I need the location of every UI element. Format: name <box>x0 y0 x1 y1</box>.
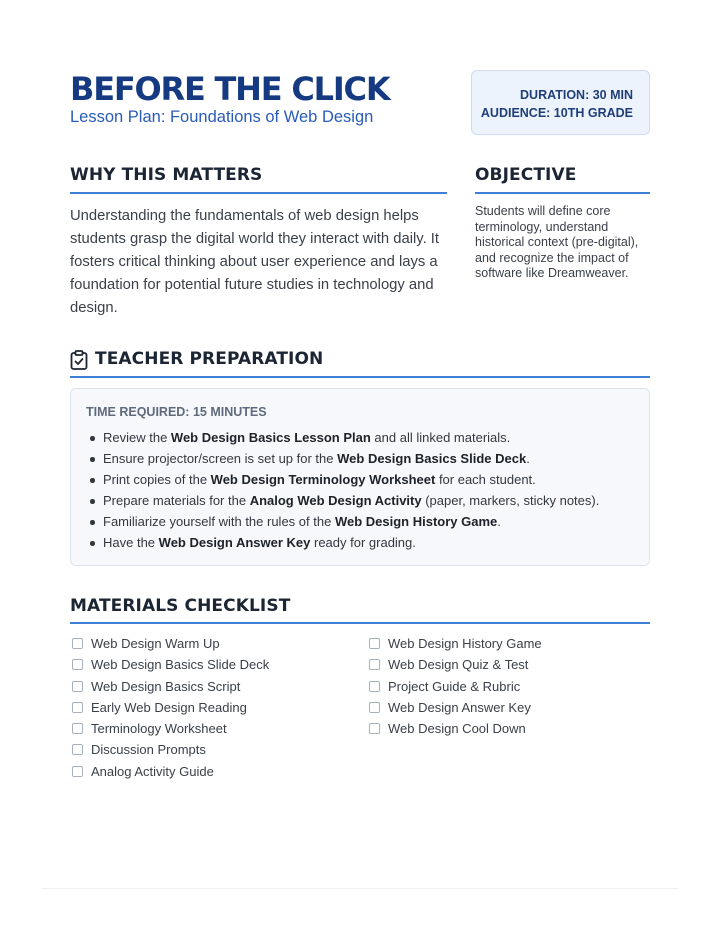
lesson-plan-page <box>70 0 650 932</box>
materials-heading: MATERIALS CHECKLIST <box>70 596 291 616</box>
prep-item-resource: Analog Web Design Activity <box>249 493 422 508</box>
clipboard-check-icon <box>70 350 88 370</box>
checkbox[interactable] <box>369 638 380 649</box>
prep-item <box>86 511 599 532</box>
why-text: Understanding the fundamentals of web design helps students grasp the digital world they interact with daily. It fosters critical thinking about user experience and lays a foundation for potential future studies in technology and design. <box>70 208 440 316</box>
materials-list-left <box>70 633 269 782</box>
header <box>70 70 650 140</box>
objective-divider <box>475 192 650 194</box>
lesson-meta-box <box>471 70 650 135</box>
checkbox[interactable] <box>72 659 83 670</box>
objective-heading: OBJECTIVE <box>475 165 577 185</box>
prep-item-text: Ensure projector/screen is set up for the <box>103 451 338 466</box>
checkbox[interactable] <box>72 681 83 692</box>
checklist-item-label: Terminology Worksheet <box>91 721 227 737</box>
checklist-item[interactable] <box>70 676 269 697</box>
prep-item-text: and all linked materials. <box>370 430 511 445</box>
checkbox[interactable] <box>369 723 380 734</box>
duration-label: DURATION: 30 MIN <box>520 88 633 102</box>
prep-time-label: TIME REQUIRED: 15 MINUTES <box>86 405 267 419</box>
checklist-item-label: Project Guide & Rubric <box>388 678 521 694</box>
prep-item-text: Familiarize yourself with the rules of the <box>103 514 335 529</box>
checklist-item-label: Discussion Prompts <box>91 742 206 758</box>
prep-item-resource: Web Design Terminology Worksheet <box>210 472 436 487</box>
prep-list <box>86 427 599 553</box>
checklist-item[interactable] <box>367 718 542 739</box>
audience-label: AUDIENCE: 10TH GRADE <box>480 106 633 120</box>
checklist-item-label: Web Design History Game <box>388 636 542 651</box>
page-subtitle: Lesson Plan: Foundations of Web Design <box>70 108 374 126</box>
prep-item-text: Review the <box>103 430 171 445</box>
prep-box <box>70 388 650 566</box>
prep-item-resource: Web Design Basics Lesson Plan <box>170 430 371 445</box>
checklist-item[interactable] <box>70 718 269 739</box>
objective-text: Students will define core terminology, understand historical context (pre-digital), and recognize the impact of software like Dreamweaver. <box>475 204 639 280</box>
checkbox[interactable] <box>72 638 83 649</box>
checklist-item[interactable] <box>367 697 542 718</box>
prep-divider <box>70 376 650 378</box>
checklist-item-label: Web Design Cool Down <box>388 721 526 737</box>
checklist-item-label: Analog Activity Guide <box>91 763 214 779</box>
prep-item-resource: Web Design History Game <box>334 514 498 529</box>
checklist-item[interactable] <box>70 697 269 718</box>
prep-item-text: for each student. <box>435 472 536 487</box>
checklist-item[interactable] <box>367 676 542 697</box>
checklist-item[interactable] <box>70 654 269 675</box>
footer-divider <box>42 888 678 889</box>
prep-item <box>86 448 599 469</box>
checklist-item-label: Web Design Basics Slide Deck <box>91 657 270 673</box>
checkbox[interactable] <box>369 659 380 670</box>
checklist-item[interactable] <box>70 739 269 760</box>
prep-item-resource: Web Design Answer Key <box>158 535 311 550</box>
checklist-item-label: Early Web Design Reading <box>91 699 247 715</box>
checklist-item-label: Web Design Quiz & Test <box>388 657 529 673</box>
checkbox[interactable] <box>72 723 83 734</box>
checklist-item[interactable] <box>367 654 542 675</box>
prep-item-text: (paper, markers, sticky notes). <box>421 493 600 508</box>
checklist-item-label: Web Design Warm Up <box>91 636 220 651</box>
prep-item <box>86 490 599 511</box>
prep-item <box>86 469 599 490</box>
why-heading: WHY THIS MATTERS <box>70 165 263 185</box>
checklist-item-label: Web Design Answer Key <box>388 699 531 715</box>
checklist-item[interactable] <box>70 633 269 654</box>
prep-item-text: ready for grading. <box>310 535 416 550</box>
prep-item <box>86 532 599 553</box>
prep-item-text: Prepare materials for the <box>103 493 250 508</box>
prep-item <box>86 427 599 448</box>
checklist-item[interactable] <box>70 761 269 782</box>
page-title: BEFORE THE CLICK <box>70 70 390 108</box>
checklist-item-label: Web Design Basics Script <box>91 678 241 694</box>
prep-item-resource: Web Design Basics Slide Deck <box>337 451 527 466</box>
prep-item-text: . <box>497 514 501 529</box>
checkbox[interactable] <box>72 702 83 713</box>
materials-list-right <box>367 633 542 739</box>
why-divider <box>70 192 447 194</box>
prep-heading: TEACHER PREPARATION <box>95 349 324 369</box>
checkbox[interactable] <box>369 681 380 692</box>
checkbox[interactable] <box>72 744 83 755</box>
checklist-item[interactable] <box>367 633 542 654</box>
checkbox[interactable] <box>72 766 83 777</box>
materials-divider <box>70 622 650 624</box>
checkbox[interactable] <box>369 702 380 713</box>
prep-item-text: Have the <box>103 535 159 550</box>
prep-item-text: . <box>526 451 530 466</box>
prep-item-text: Print copies of the <box>103 472 211 487</box>
